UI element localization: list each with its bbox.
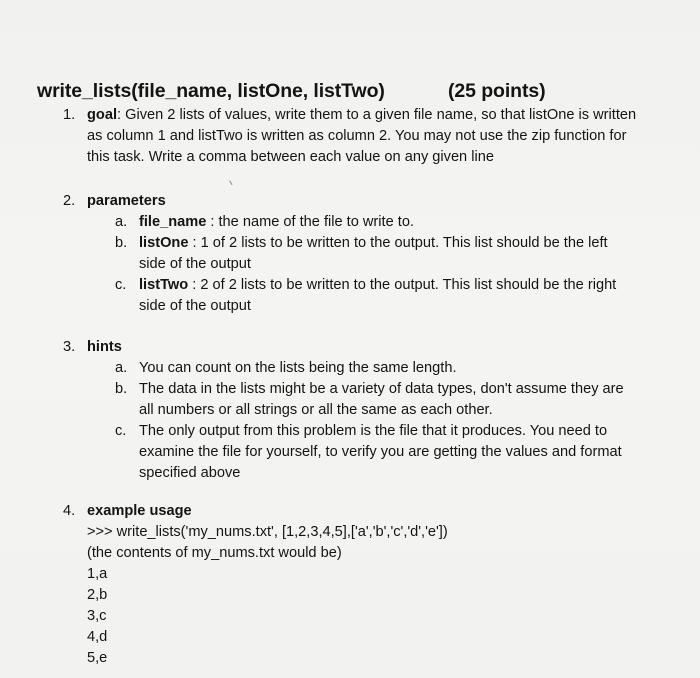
- hint-b-line-2: all numbers or all strings or all the same as each other.: [139, 402, 493, 418]
- example-heading: example usage: [87, 503, 192, 519]
- example-note: (the contents of my_nums.txt would be): [87, 545, 342, 561]
- scan-mark: [229, 178, 237, 185]
- goal-number: 1.: [63, 107, 76, 123]
- problem-title: [37, 80, 546, 103]
- param-a-letter: a.: [115, 214, 128, 230]
- hint-c-letter: c.: [115, 423, 127, 439]
- param-b-desc: : 1 of 2 lists to be written to the output. This list should be the left: [188, 235, 608, 251]
- param-a-name: file_name: [139, 214, 207, 230]
- output-line: 3,c: [87, 608, 107, 624]
- hint-a-line-1: You can count on the lists being the same length.: [139, 360, 457, 376]
- param-c-name: listTwo: [139, 277, 189, 293]
- hint-b-letter: b.: [115, 381, 128, 397]
- hint-b-line-1: The data in the lists might be a variety of data types, don't assume they are: [139, 381, 624, 397]
- param-c-desc-2: side of the output: [139, 298, 251, 314]
- hint-c-line-3: specified above: [139, 465, 241, 481]
- param-a: [139, 212, 414, 233]
- example-call: >>> write_lists('my_nums.txt', [1,2,3,4,5],['a','b','c','d','e']): [87, 524, 448, 540]
- example-number: 4.: [63, 503, 76, 519]
- param-c-desc: : 2 of 2 lists to be written to the output. This list should be the right: [188, 277, 617, 293]
- function-signature: write_lists(file_name, listOne, listTwo): [37, 80, 385, 102]
- param-b: [139, 233, 608, 254]
- output-line: 4,d: [87, 629, 108, 645]
- hints-heading: hints: [87, 339, 122, 355]
- goal-line-1: : Given 2 lists of values, write them to a given file name, so that listOne is written: [117, 107, 637, 123]
- output-line: 2,b: [87, 587, 108, 603]
- param-b-name: listOne: [139, 235, 189, 251]
- hint-c-line-2: examine the file for yourself, to verify you are getting the values and format: [139, 444, 622, 460]
- hints-number: 3.: [63, 339, 76, 355]
- goal-line-2: as column 1 and listTwo is written as column 2. You may not use the zip function for: [87, 128, 627, 144]
- output-line: 1,a: [87, 566, 108, 582]
- param-a-desc: : the name of the file to write to.: [206, 214, 414, 230]
- hint-c-line-1: The only output from this problem is the file that it produces. You need to: [139, 423, 608, 439]
- parameters-number: 2.: [63, 193, 76, 209]
- goal-line-3: this task. Write a comma between each value on any given line: [87, 149, 494, 165]
- parameters-heading: parameters: [87, 193, 166, 209]
- output-line: 5,e: [87, 650, 108, 666]
- hint-a-letter: a.: [115, 360, 128, 376]
- param-b-letter: b.: [115, 235, 128, 251]
- goal-label: goal: [87, 107, 117, 123]
- points-label: (25 points): [448, 80, 546, 102]
- param-c: [139, 275, 616, 296]
- param-c-letter: c.: [115, 277, 127, 293]
- param-b-desc-2: side of the output: [139, 256, 251, 272]
